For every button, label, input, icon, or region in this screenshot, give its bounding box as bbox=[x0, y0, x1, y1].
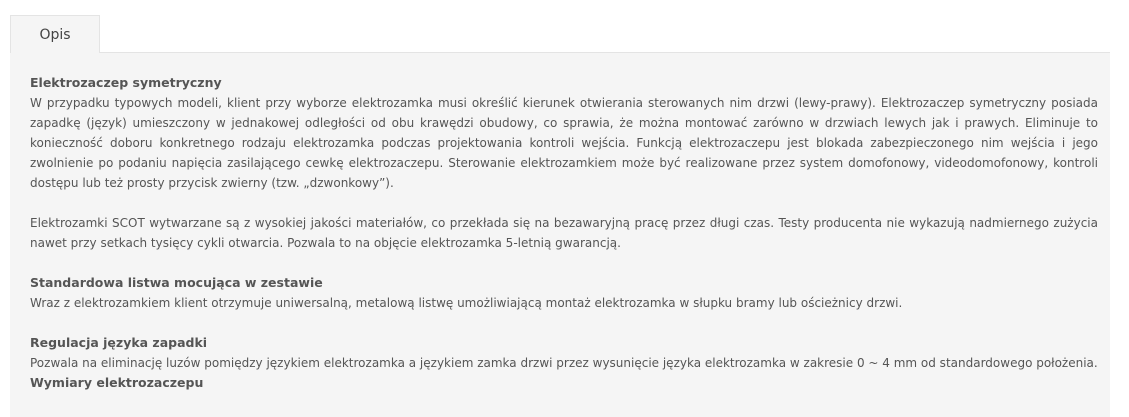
tab-opis[interactable]: Opis bbox=[10, 15, 100, 53]
section-text-regulacja: Pozwala na eliminację luzów pomiędzy językiem elektrozamka a językiem zamka drzwi przez wysunięcie języka elektrozamka w zakresie 0 ~ 4 mm od standardowego położenia. bbox=[30, 356, 1098, 370]
spacer bbox=[30, 313, 1098, 333]
spacer bbox=[30, 193, 1098, 213]
spacer bbox=[30, 253, 1098, 273]
section-text-elektrozaczep: W przypadku typowych modeli, klient przy wyborze elektrozamka musi określić kierunek otwierania sterowanych nim drzwi (lewy-prawy). Elektrozaczep symetryczny posiada zapadkę (język) umieszczony w jednakowej odległości od obu krawędzi obudowy, co sprawia, że można montować zarówno w drzwiach lewych jak i prawych. Eliminuje to konieczność doboru konkretnego rodzaju elektrozamka podczas projektowania kontroli wejścia. Funkcją elektrozaczepu jest blokada zabezpieczonego nim wejścia i jego zwolnienie po podaniu napięcia zasilającego cewkę elektrozaczepu. Sterowanie elektrozamkiem może być realizowane przez system domofonowy, videodomofonowy, kontroli dostępu lub też prosty przycisk zwierny (tzw. „dzwonkowy”). bbox=[30, 96, 1098, 190]
tab-bar bbox=[10, 15, 1110, 53]
section-title-listwa: Standardowa listwa mocująca w zestawie bbox=[30, 275, 323, 290]
section-text-listwa: Wraz z elektrozamkiem klient otrzymuje uniwersalną, metalową listwę umożliwiającą montaż elektrozamka w słupku bramy lub ościeżnicy drzwi. bbox=[30, 296, 903, 310]
paragraph-scot: Elektrozamki SCOT wytwarzane są z wysokiej jakości materiałów, co przekłada się na bezawaryjną pracę przez długi czas. Testy producenta nie wykazują nadmiernego zużycia nawet przy setkach tysięcy cykli otwarcia. Pozwala to na objęcie elektrozamka 5-letnią gwarancją. bbox=[30, 216, 1098, 250]
section-title-regulacja: Regulacja języka zapadki bbox=[30, 335, 208, 350]
section-title-wymiary: Wymiary elektrozaczepu bbox=[30, 375, 204, 390]
section-title-elektrozaczep: Elektrozaczep symetryczny bbox=[30, 75, 222, 90]
description-panel bbox=[10, 53, 1110, 417]
